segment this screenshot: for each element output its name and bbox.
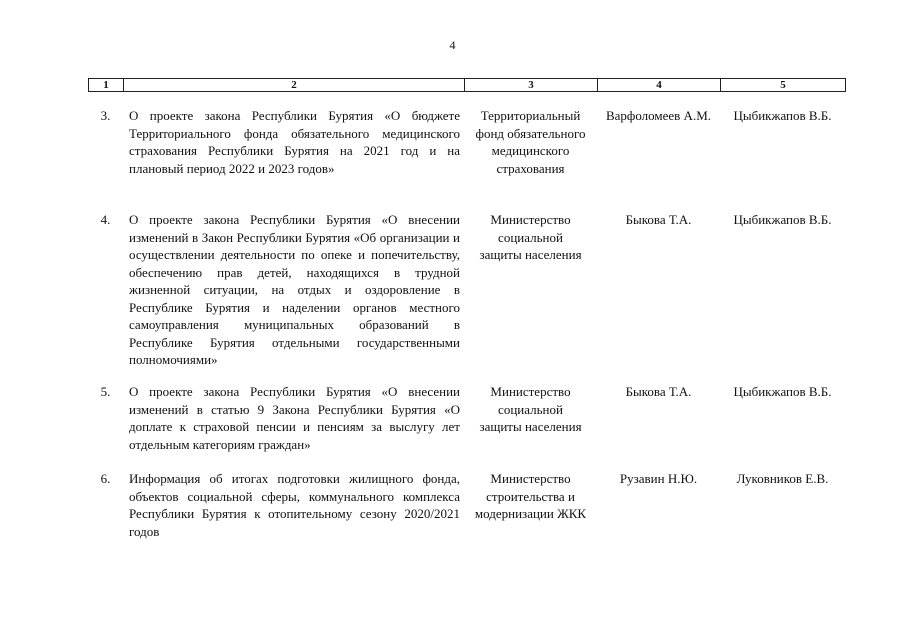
responsible-person: Рузавин Н.Ю. [619,471,698,486]
column-header-row [89,79,846,92]
co-responsible-person: Луковников Е.В. [736,471,829,486]
responsible-person: Варфоломеев А.М. [605,108,712,123]
responsible-organization: Министерство строительства и модернизации ЖКК [474,471,587,521]
responsible-organization: Территориальный фонд обязательного медицинского страхования [475,108,586,176]
agenda-item-title: Информация об итогах подготовки жилищного фонда, объектов социальной сферы, коммунального комплекса Республики Бурятия к отопительному сезону 2020/2021 годов [129,471,460,539]
agenda-item-title: О проекте закона Республики Бурятия «О внесении изменений в Закон Республики Бурятия «Об организации и осуществлении деятельности по опеке и попечительству, обеспечению прав детей, находящихся в трудной жизненной ситуации, на отдых и оздоровление в Республике Бурятия и наделении органов местного самоуправления муниципальных образований в Республике Бурятия отдельными государственными полномочиями» [129,212,460,367]
co-responsible-person: Цыбикжапов В.Б. [733,108,832,123]
co-responsible-person: Цыбикжапов В.Б. [733,384,832,399]
column-header-5: 5 [721,79,846,92]
responsible-organization: Министерство социальной защиты населения [479,384,582,434]
column-header-4: 4 [598,79,721,92]
row-number: 5. [100,384,111,399]
agenda-item-title: О проекте закона Республики Бурятия «О внесении изменений в статью 9 Закона Республики Бурятия «О доплате к страховой пенсии и пенсиям за выслугу лет отдельным категориям граждан» [129,384,460,452]
row-number: 6. [100,471,111,486]
agenda-item-title: О проекте закона Республики Бурятия «О бюджете Территориального фонда обязательного медицинского страхования Республики Бурятия на 2021 год и на плановый период 2022 и 2023 годов» [129,108,460,176]
column-header-table [88,78,846,92]
co-responsible-person: Цыбикжапов В.Б. [733,212,832,227]
page-number: 4 [449,38,456,52]
row-number: 3. [100,108,111,123]
responsible-person: Быкова Т.А. [625,212,692,227]
responsible-organization: Министерство социальной защиты населения [479,212,582,262]
column-header-1: 1 [89,79,124,92]
column-header-2: 2 [124,79,465,92]
column-header-3: 3 [465,79,598,92]
responsible-person: Быкова Т.А. [625,384,692,399]
row-number: 4. [100,212,111,227]
